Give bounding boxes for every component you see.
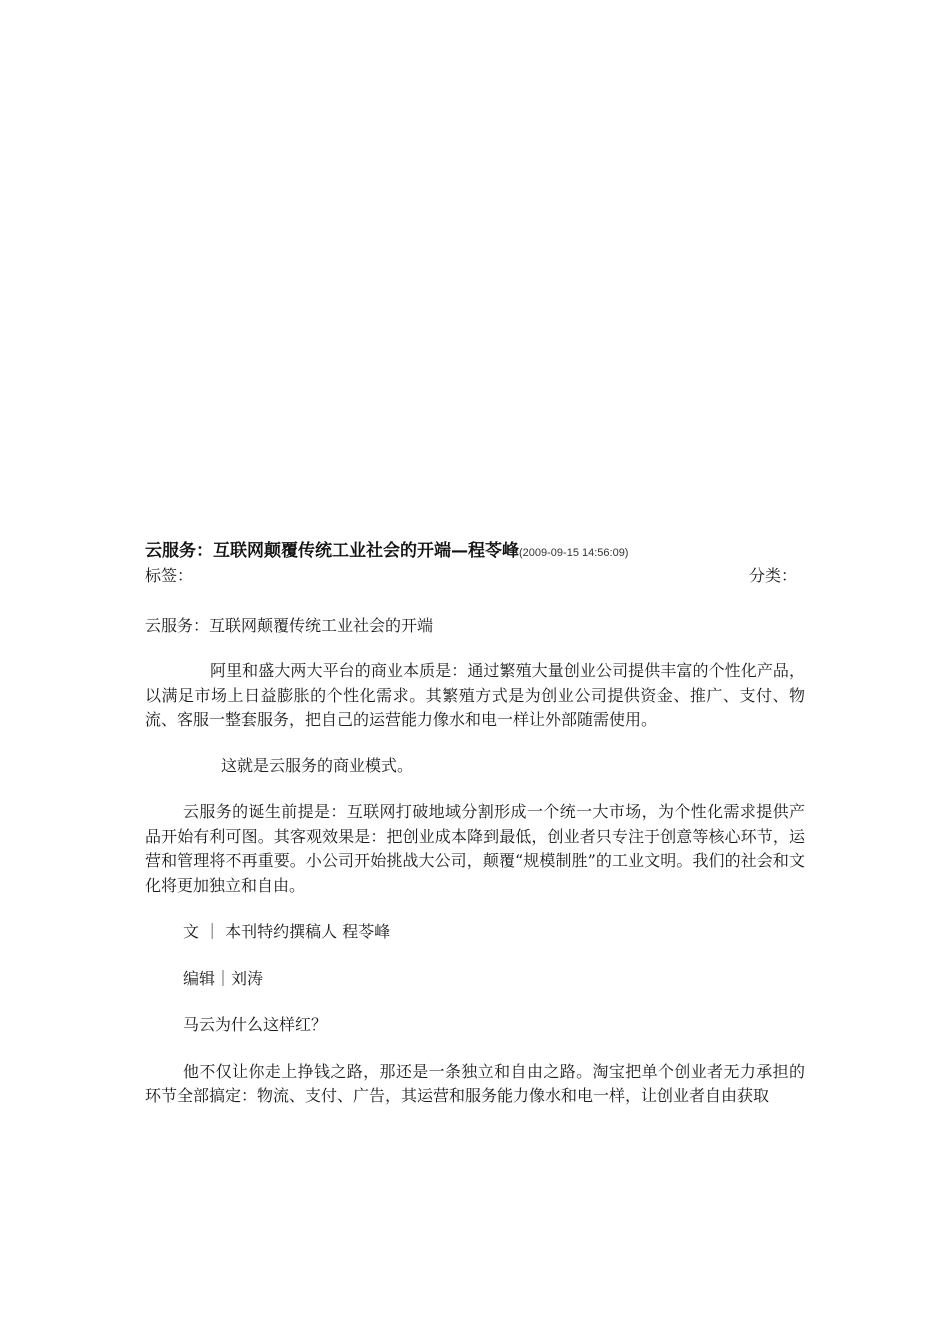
section-heading: 云服务：互联网颠覆传统工业社会的开端 <box>145 616 434 635</box>
byline: 文 ｜ 本刊特约撰稿人 程苓峰 <box>183 922 391 941</box>
paragraph: 他不仅让你走上挣钱之路，那还是一条独立和自由之路。淘宝把单个创业者无力承担的环节全部搞定：物流、支付、广告，其运营和服务能力像水和电一样，让创业者自由获取 <box>145 1061 805 1105</box>
article-meta <box>145 564 805 588</box>
paragraph: 阿里和盛大两大平台的商业本质是：通过繁殖大量创业公司提供丰富的个性化产品，以满足市场上日益膨胀的个性化需求。其繁殖方式是为创业公司提供资金、推广、支付、物流、客服一整套服务，把自己的运营能力像水和电一样让外部随需使用。 <box>145 661 805 729</box>
category-label: 分类： <box>748 566 797 585</box>
article <box>145 538 805 1109</box>
subheading-question: 马云为什么这样红？ <box>183 1015 328 1034</box>
tags-label: 标签： <box>145 566 194 585</box>
article-title-line <box>145 538 805 564</box>
editor-credit: 编辑｜刘涛 <box>183 968 264 988</box>
article-title: 云服务：互联网颠覆传统工业社会的开端—程苓峰 <box>145 541 519 561</box>
paragraph: 这就是云服务的商业模式。 <box>221 755 414 775</box>
paragraph: 云服务的诞生前提是：互联网打破地域分割形成一个统一大市场，为个性化需求提供产品开始有利可图。其客观效果是：把创业成本降到最低，创业者只专注于创意等核心环节，运营和管理将不再重要。小公司开始挑战大公司，颠覆“规模制胜”的工业文明。我们的社会和文化将更加独立和自由。 <box>145 802 805 895</box>
article-timestamp: (2009-09-15 14:56:09) <box>519 547 629 559</box>
